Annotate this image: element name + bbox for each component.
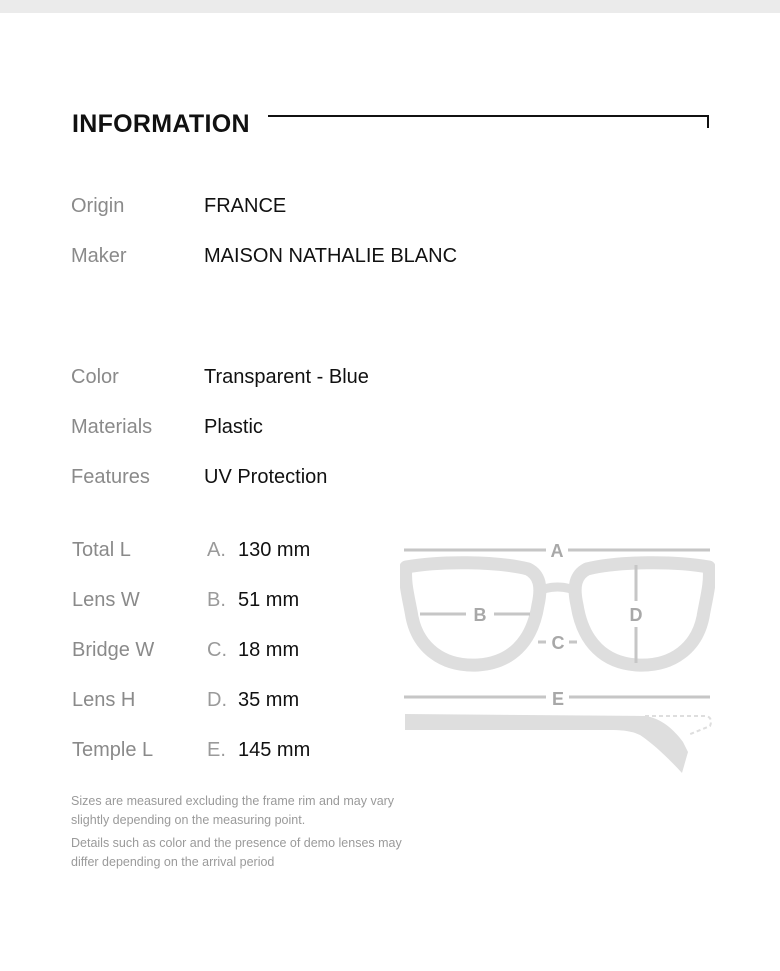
detail-value: Plastic: [204, 416, 263, 438]
dimension-letter: B.: [207, 589, 226, 611]
diagram-label-b: B: [473, 605, 487, 625]
detail-label: Color: [71, 366, 119, 388]
glasses-temple-icon: [405, 714, 711, 773]
dimension-value: 145 mm: [238, 739, 311, 761]
dimension-value: 18 mm: [238, 639, 300, 661]
dimension-letter: E.: [207, 739, 226, 761]
dimension-letter: A.: [207, 539, 226, 561]
section-title: INFORMATION: [72, 110, 250, 138]
sizing-note: Sizes are measured excluding the frame rim and may vary slightly depending on the measuring point.: [71, 794, 395, 827]
details-note: Details such as color and the presence of demo lenses may differ depending on the arrival period: [71, 836, 402, 869]
info-value: MAISON NATHALIE BLANC: [204, 245, 458, 267]
top-divider: [0, 0, 780, 13]
detail-value: UV Protection: [204, 466, 328, 488]
dimension-value: 35 mm: [238, 689, 300, 711]
title-rule: [268, 115, 709, 117]
dimension-value: 130 mm: [238, 539, 311, 561]
diagram-label-c: C: [551, 633, 565, 653]
dimension-label: Lens H: [72, 689, 136, 711]
dimension-value: 51 mm: [238, 589, 300, 611]
dimension-label: Bridge W: [72, 639, 155, 661]
detail-value: Transparent - Blue: [204, 366, 369, 388]
dimension-label: Temple L: [72, 739, 154, 761]
diagram-label-a: A: [550, 541, 564, 561]
dimension-label: Lens W: [72, 589, 140, 611]
diagram-label-e: E: [551, 689, 565, 709]
title-rule-end: [707, 115, 709, 128]
detail-label: Materials: [71, 416, 153, 438]
info-label: Maker: [71, 245, 127, 267]
info-label: Origin: [71, 195, 125, 217]
dimension-letter: C.: [207, 639, 227, 661]
diagram-label-d: D: [629, 605, 643, 625]
glasses-measurement-diagram: [400, 535, 715, 780]
info-value: FRANCE: [204, 195, 287, 217]
detail-label: Features: [71, 466, 150, 488]
dimension-label: Total L: [72, 539, 131, 561]
dimension-letter: D.: [207, 689, 227, 711]
